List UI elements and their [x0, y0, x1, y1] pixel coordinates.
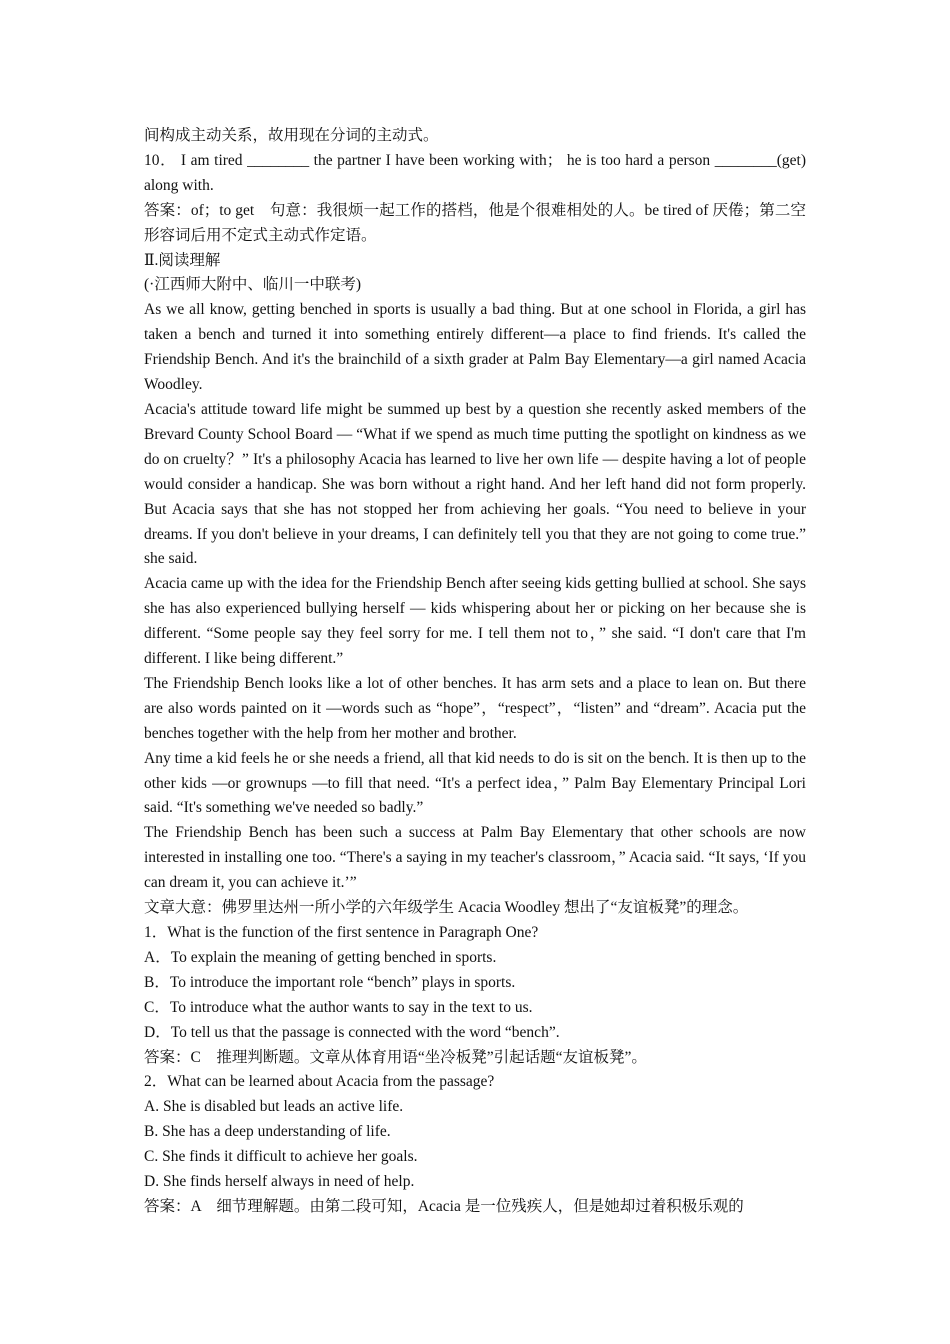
source-note: (·江西师大附中、临川一中联考)	[144, 276, 361, 294]
answer-2: 答案：A 细节理解题。由第二段可知，Acacia 是一位残疾人，但是她却过着积极乐观的	[144, 1197, 744, 1215]
passage-summary: 文章大意：佛罗里达州一所小学的六年级学生 Acacia Woodley 想出了“友谊板凳”的理念。	[144, 899, 749, 917]
question-1-option-a: A．To explain the meaning of getting benched in sports.	[144, 948, 497, 966]
passage-paragraph-3: Acacia came up with the idea for the Friendship Bench after seeing kids getting bullied at school. She says she has also experienced bullying herself — kids whispering about her or picking on her because she is different. “Some people say they feel sorry for me. I tell them not to，” she said. “I don't care that I'm different. I like being different.”	[144, 575, 806, 668]
question-2-option-b: B. She has a deep understanding of life.	[144, 1123, 391, 1141]
question-2-option-a: A. She is disabled but leads an active life.	[144, 1098, 404, 1116]
question-1-option-c: C．To introduce what the author wants to say in the text to us.	[144, 998, 533, 1016]
document-page	[144, 124, 806, 1220]
question-10: 10． I am tired ________ the partner I have been working with； he is too hard a person ________(get) along with.	[144, 151, 806, 194]
passage-paragraph-4: The Friendship Bench looks like a lot of other benches. It has arm sets and a place to lean on. But there are also words painted on it —words such as “hope”，“respect”，“listen” and “dream”. Acacia put the benches together with the help from her mother and brother.	[144, 674, 806, 742]
answer-10: 答案：of；to get 句意：我很烦一起工作的搭档，他是个很难相处的人。be tired of 厌倦；第二空形容词后用不定式主动式作定语。	[144, 201, 806, 244]
answer-explanation-continued: 间构成主动关系，故用现在分词的主动式。	[144, 127, 439, 144]
answer-1: 答案：C 推理判断题。文章从体育用语“坐冷板凳”引起话题“友谊板凳”。	[144, 1048, 647, 1066]
question-1-option-b: B．To introduce the important role “bench” plays in sports.	[144, 973, 516, 991]
question-2-option-d: D. She finds herself always in need of help.	[144, 1173, 415, 1191]
question-2: 2．What can be learned about Acacia from the passage?	[144, 1073, 495, 1091]
question-1-option-d: D．To tell us that the passage is connected with the word “bench”.	[144, 1023, 560, 1041]
passage-paragraph-6: The Friendship Bench has been such a success at Palm Bay Elementary that other schools are now interested in installing one too. “There's a saying in my teacher's classroom，” Acacia said. “It says, ‘If you can dream it, you can achieve it.’”	[144, 824, 806, 892]
passage-paragraph-2: Acacia's attitude toward life might be summed up best by a question she recently asked members of the Brevard County School Board — “What if we spend as much time putting the spotlight on kindness as we do on cruelty？” It's a philosophy Acacia has learned to live her own life — despite having a lot of people would consider a handicap. She was born without a right hand. And her left hand did not form properly. But Acacia says that she has not stopped her from achieving her goals. “You need to believe in your dreams. If you don't believe in your dreams, I can definitely tell you that they are not going to come true.” she said.	[144, 400, 806, 568]
passage-paragraph-5: Any time a kid feels he or she needs a friend, all that kid needs to do is sit on the bench. It is then up to the other kids —or grownups —to fill that need. “It's a perfect idea，” Palm Bay Elementary Principal Lori said. “It's something we've needed so badly.”	[144, 749, 806, 817]
section-heading-reading: Ⅱ.阅读理解	[144, 251, 221, 269]
question-2-option-c: C. She finds it difficult to achieve her goals.	[144, 1148, 418, 1166]
passage-paragraph-1: As we all know, getting benched in sports is usually a bad thing. But at one school in Florida, a girl has taken a bench and turned it into something entirely different—a place to find friends. It's called the Friendship Bench. And it's the brainchild of a sixth grader at Palm Bay Elementary—a girl named Acacia Woodley.	[144, 301, 806, 394]
question-1: 1．What is the function of the first sentence in Paragraph One?	[144, 924, 539, 941]
